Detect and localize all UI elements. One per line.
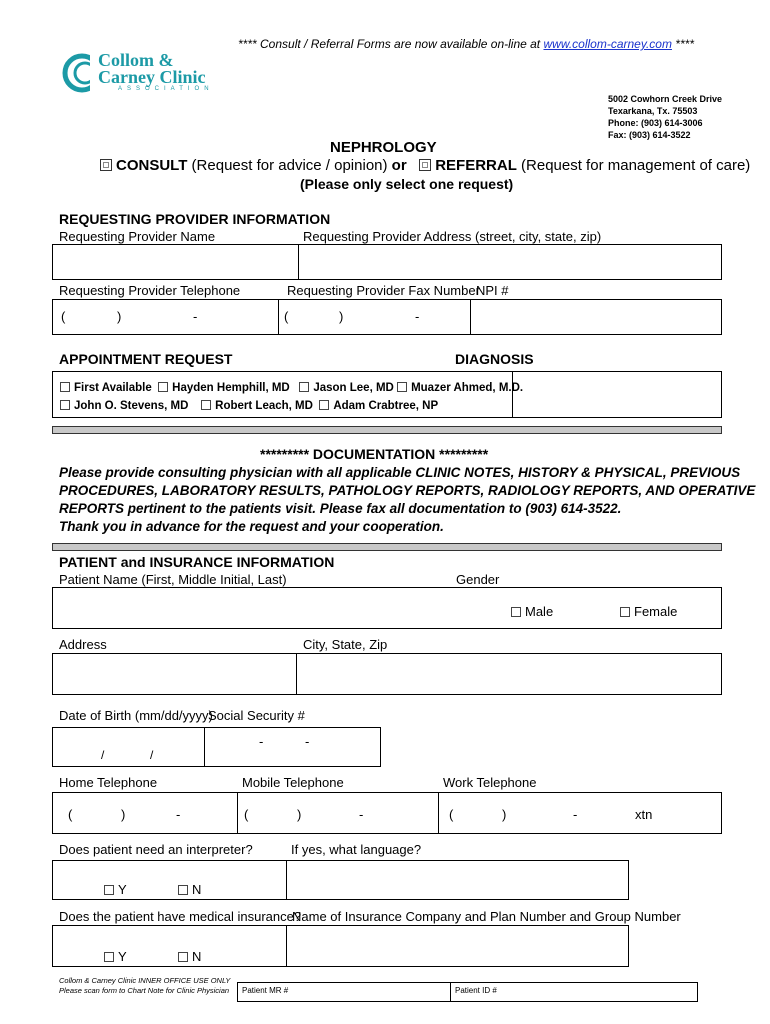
provider-name-field[interactable] <box>53 245 297 279</box>
ssn-label: Social Security # <box>208 708 305 723</box>
checkbox[interactable] <box>201 400 211 410</box>
office-use-line2: Please scan form to Chart Note for Clinic Physician <box>59 986 230 995</box>
language-field[interactable] <box>287 861 628 899</box>
section-divider-bar <box>52 426 722 434</box>
or-label: or <box>391 157 407 174</box>
paren-open: ( <box>61 309 66 324</box>
language-label: If yes, what language? <box>291 842 422 857</box>
doc-line-1: Please provide consulting physician with all applicable CLINIC NOTES, HISTORY & PHYSICAL, PREVIOUS <box>59 465 741 480</box>
paren-open: ( <box>284 309 289 324</box>
work-tel-field[interactable] <box>439 793 721 833</box>
work-tel-label: Work Telephone <box>443 775 537 790</box>
dash: - <box>259 734 264 749</box>
option-hemphill[interactable] <box>158 382 290 394</box>
select-one-note: (Please only select one request) <box>300 176 514 192</box>
checkbox[interactable] <box>60 400 70 410</box>
patient-heading: PATIENT and INSURANCE INFORMATION <box>59 554 335 570</box>
provider-fax-field[interactable] <box>279 300 469 334</box>
checkbox[interactable] <box>319 400 329 410</box>
home-tel-label: Home Telephone <box>59 775 158 790</box>
male-label: Male <box>525 604 554 619</box>
female-label: Female <box>634 604 678 619</box>
appointment-options-row1 <box>60 382 523 394</box>
referral-checkbox[interactable] <box>419 159 431 171</box>
option-ahmed[interactable] <box>397 382 523 394</box>
provider-heading: REQUESTING PROVIDER INFORMATION <box>59 211 331 227</box>
option-lee[interactable] <box>299 382 394 394</box>
provider-name-label: Requesting Provider Name <box>59 229 216 244</box>
gender-female-option[interactable] <box>620 604 677 619</box>
city-state-zip-field[interactable] <box>297 654 721 694</box>
option-leach[interactable] <box>201 400 313 412</box>
referral-desc: (Request for management of care) <box>516 157 751 174</box>
city-state-zip-label: City, State, Zip <box>303 637 388 652</box>
option-label: Jason Lee, MD <box>313 382 394 394</box>
insurance-no[interactable] <box>178 949 201 964</box>
insurance-label: Does the patient have medical insurance? <box>59 909 302 924</box>
provider-fax-label: Requesting Provider Fax Number <box>287 283 480 298</box>
logo-line1: Collom & <box>98 50 174 70</box>
insurance-name-field[interactable] <box>287 926 628 966</box>
patient-address-field[interactable] <box>53 654 295 694</box>
office-use-line1: Collom & Carney Clinic INNER OFFICE USE ONLY <box>59 976 231 985</box>
online-banner <box>238 37 694 51</box>
address-phone: Phone: (903) 614-3006 <box>608 118 703 128</box>
option-label: John O. Stevens, MD <box>74 400 189 412</box>
home-tel-field[interactable] <box>53 793 236 833</box>
appointment-options-row2 <box>60 400 438 412</box>
option-label: Robert Leach, MD <box>215 400 313 412</box>
documentation-heading: ********* DOCUMENTATION ********* <box>260 446 489 462</box>
dash: - <box>176 807 181 822</box>
dash: - <box>415 309 420 324</box>
section-divider-bar <box>52 543 722 551</box>
option-first-available[interactable] <box>60 382 152 394</box>
dob-label: Date of Birth (mm/dd/yyyy) <box>59 708 213 723</box>
appointment-heading: APPOINTMENT REQUEST <box>59 351 233 367</box>
checkbox[interactable] <box>60 382 70 392</box>
npi-field[interactable] <box>471 300 721 334</box>
interpreter-yes[interactable] <box>104 882 127 897</box>
divider <box>450 982 451 1002</box>
banner-prefix: **** Consult / Referral Forms are now available on-line at <box>238 37 544 51</box>
no-label: N <box>192 882 202 897</box>
option-label: Hayden Hemphill, MD <box>172 382 290 394</box>
patient-address-label: Address <box>59 637 107 652</box>
gender-label: Gender <box>456 572 500 587</box>
paren-close: ) <box>502 807 507 822</box>
dash: - <box>573 807 578 822</box>
clinic-address <box>608 93 722 141</box>
checkbox[interactable] <box>299 382 309 392</box>
slash: / <box>101 748 105 762</box>
npi-label: NPI # <box>476 283 509 298</box>
checkbox[interactable] <box>104 885 114 895</box>
checkbox[interactable] <box>158 382 168 392</box>
mobile-tel-field[interactable] <box>238 793 437 833</box>
consult-label: CONSULT <box>116 157 188 174</box>
diagnosis-field[interactable] <box>513 372 721 417</box>
consult-desc: (Request for advice / opinion) <box>187 157 392 174</box>
no-label: N <box>192 949 202 964</box>
doc-line-3: REPORTS pertinent to the patients visit. Please fax all documentation to (903) 614-3522. <box>59 501 622 516</box>
paren-close: ) <box>117 309 122 324</box>
paren-open: ( <box>68 807 73 822</box>
address-fax: Fax: (903) 614-3522 <box>608 130 691 140</box>
insurance-yes[interactable] <box>104 949 127 964</box>
yes-label: Y <box>118 882 127 897</box>
request-type-row <box>100 157 750 174</box>
gender-male-option[interactable] <box>511 604 553 619</box>
clinic-logo <box>62 50 212 95</box>
option-label: Muazer Ahmed, M.D. <box>411 382 524 394</box>
documentation-text <box>59 464 755 536</box>
checkbox[interactable] <box>178 952 188 962</box>
option-crabtree[interactable] <box>319 400 438 412</box>
slash: / <box>150 748 154 762</box>
office-use-note <box>59 976 230 996</box>
dash: - <box>359 807 364 822</box>
checkbox[interactable] <box>104 952 114 962</box>
ssn-field[interactable] <box>205 728 380 766</box>
doc-line-4: Thank you in advance for the request and your cooperation. <box>59 519 444 534</box>
patient-id-label[interactable]: Patient ID # <box>455 986 497 995</box>
provider-tel-label: Requesting Provider Telephone <box>59 283 241 298</box>
doc-line-2: PROCEDURES, LABORATORY RESULTS, PATHOLOGY REPORTS, RADIOLOGY REPORTS, AND OPERATIVE <box>59 483 756 498</box>
dash: - <box>193 309 198 324</box>
patient-name-label: Patient Name (First, Middle Initial, Last) <box>59 572 287 587</box>
dob-field[interactable] <box>53 728 203 766</box>
mobile-tel-label: Mobile Telephone <box>242 775 344 790</box>
option-stevens[interactable] <box>60 400 188 412</box>
option-label: Adam Crabtree, NP <box>333 400 439 412</box>
yes-label: Y <box>118 949 127 964</box>
patient-mr-label[interactable]: Patient MR # <box>242 986 289 995</box>
provider-address-label: Requesting Provider Address (street, city, state, zip) <box>303 229 602 244</box>
provider-tel-field[interactable] <box>53 300 277 334</box>
address-street: 5002 Cowhorn Creek Drive <box>608 94 723 104</box>
paren-close: ) <box>121 807 126 822</box>
interpreter-no[interactable] <box>178 882 201 897</box>
logo-sub: ASSOCIATION <box>118 86 214 92</box>
department-title: NEPHROLOGY <box>330 139 437 156</box>
provider-address-field[interactable] <box>299 245 721 279</box>
option-label: First Available <box>74 382 152 394</box>
address-city: Texarkana, Tx. 75503 <box>608 106 698 116</box>
consult-checkbox[interactable] <box>100 159 112 171</box>
checkbox[interactable] <box>511 607 521 617</box>
website-link[interactable]: www.collom-carney.com <box>543 37 672 51</box>
paren-close: ) <box>339 309 344 324</box>
banner-suffix: **** <box>671 37 694 51</box>
logo-line2: Carney Clinic <box>98 67 206 87</box>
checkbox[interactable] <box>397 382 407 392</box>
checkbox[interactable] <box>620 607 630 617</box>
diagnosis-heading: DIAGNOSIS <box>455 351 534 367</box>
logo-swoosh-icon <box>62 53 102 93</box>
insurance-name-label: Name of Insurance Company and Plan Number and Group Number <box>292 909 681 924</box>
paren-close: ) <box>297 807 302 822</box>
paren-open: ( <box>449 807 454 822</box>
dash: - <box>305 734 310 749</box>
interpreter-label: Does patient need an interpreter? <box>59 842 253 857</box>
paren-open: ( <box>244 807 249 822</box>
checkbox[interactable] <box>178 885 188 895</box>
referral-label: REFERRAL <box>435 157 517 174</box>
xtn-label: xtn <box>635 807 653 822</box>
